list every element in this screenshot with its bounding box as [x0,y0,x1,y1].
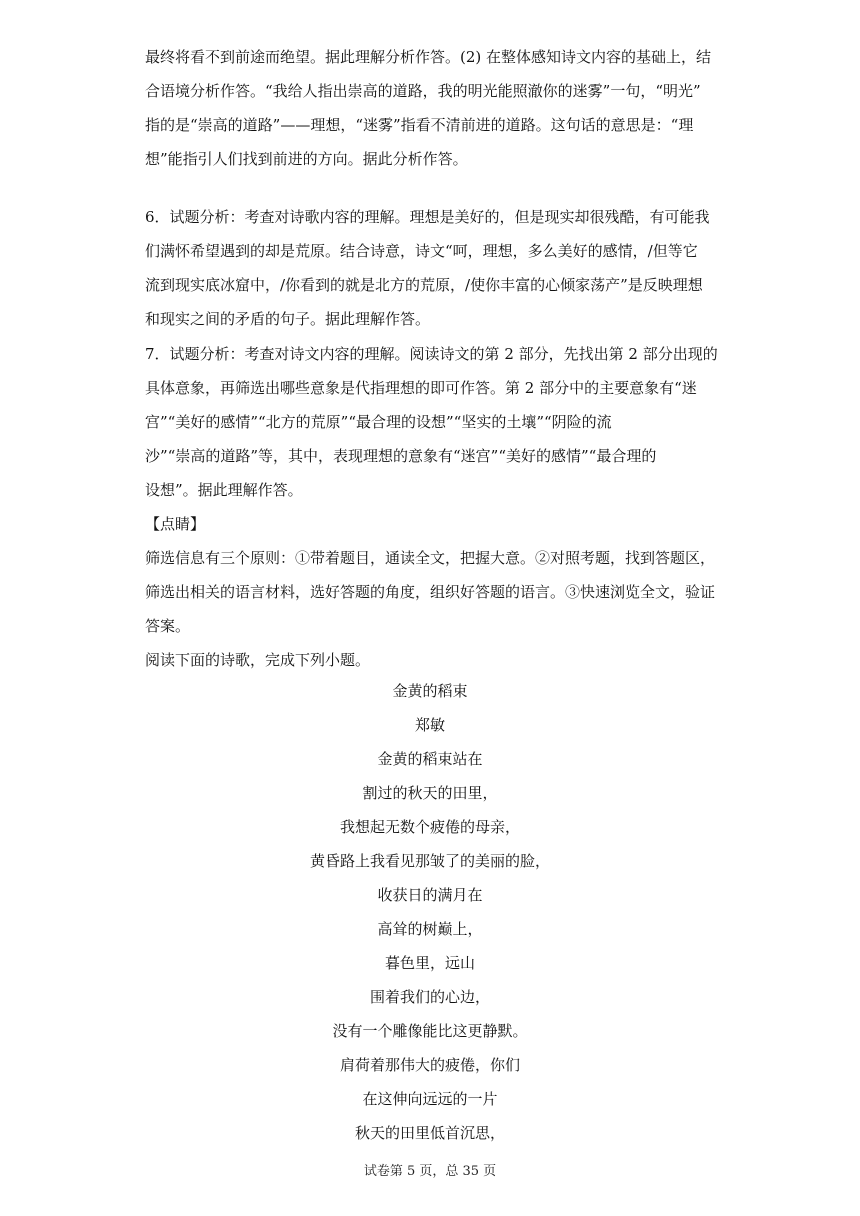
text-line: 筛选出相关的语言材料，选好答题的角度，组织好答题的语言。③快速浏览全文，验证 [145,583,716,601]
dianjing-section [145,507,725,677]
text-line: 筛选信息有三个原则：①带着题目，通读全文，把握大意。②对照考题，找到答题区， [145,549,716,567]
answer-7 [145,337,725,507]
poem-line: 围着我们的心边， [369,988,490,1006]
poem-line: 秋天的田里低首沉思， [354,1124,505,1142]
text-line: 流到现实底冰窟中，/你看到的就是北方的荒原，/使你丰富的心倾家荡产”是反映理想 [145,276,703,294]
poem-line: 金黄的稻束站在 [377,750,483,768]
poem-line: 割过的秋天的田里， [362,784,498,802]
poem-line: 收获日的满月在 [377,886,483,904]
poem-line: 没有一个雕像能比这更静默。 [332,1022,528,1040]
poem-line: 肩荷着那伟大的疲倦，你们 [339,1056,520,1074]
poem-author: 郑敏 [414,716,445,734]
poem [145,674,715,1150]
poem-line: 我想起无数个疲倦的母亲， [339,818,520,836]
text-line: 合语境分析作答。“我给人指出崇高的道路，我的明光能照澈你的迷雾”一句，“明光” [145,82,701,100]
text-line: 设想”。据此理解作答。 [145,481,303,499]
answer-continuation [145,40,725,176]
poem-line: 在这伸向远远的一片 [362,1090,498,1108]
poem-title: 金黄的稻束 [392,682,468,700]
text-line: 们满怀希望遇到的却是荒原。结合诗意，诗文“呵，理想，多么美好的感情，/但等它 [145,242,698,260]
poem-line: 高耸的树巅上， [377,920,483,938]
answer-6 [145,200,725,336]
text-line: 宫”“美好的感情”“北方的荒原”“最合理的设想”“坚实的土壤”“阴险的流 [145,413,612,431]
poem-line: 暮色里，远山 [384,954,475,972]
section-heading: 【点睛】 [145,515,206,533]
instruction-text: 阅读下面的诗歌，完成下列小题。 [145,651,371,669]
text-line: 答案。 [145,617,191,635]
text-line: 具体意象，再筛选出哪些意象是代指理想的即可作答。第 2 部分中的主要意象有“迷 [145,379,697,397]
poem-line: 黄昏路上我看见那皱了的美丽的脸， [309,852,550,870]
page-footer: 试卷第 5 页，总 35 页 [363,1164,497,1179]
text-line: 想”能指引人们找到前进的方向。据此分析作答。 [145,150,468,168]
text-line: 6．试题分析：考查对诗歌内容的理解。理想是美好的，但是现实却很残酷，有可能我 [145,208,710,226]
text-line: 沙”“崇高的道路”等，其中，表现理想的意象有“迷宫”“美好的感情”“最合理的 [145,447,657,465]
text-line: 7．试题分析：考查对诗文内容的理解。阅读诗文的第 2 部分，先找出第 2 部分出现的 [145,345,718,363]
text-line: 和现实之间的矛盾的句子。据此理解作答。 [145,310,431,328]
text-line: 指的是“崇高的道路”——理想，“迷雾”指看不清前进的道路。这句话的意思是：“理 [145,116,694,134]
text-line: 最终将看不到前途而绝望。据此理解分析作答。(2) 在整体感知诗文内容的基础上，结 [145,48,712,66]
